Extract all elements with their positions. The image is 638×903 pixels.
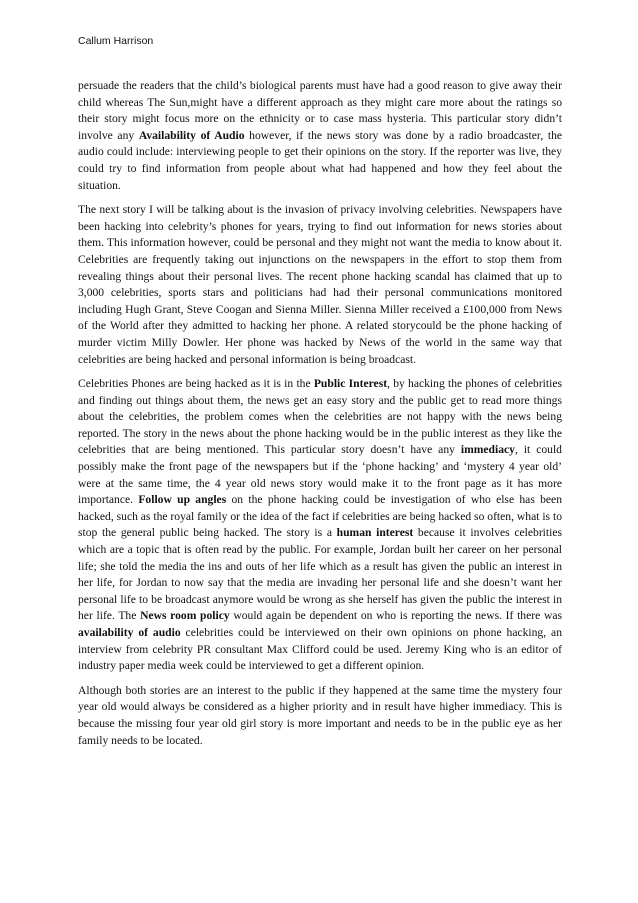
paragraph-2 bbox=[78, 202, 562, 368]
paragraph-4 bbox=[78, 683, 562, 749]
bold-term-immediacy: immediacy bbox=[460, 443, 515, 457]
text-segment: Although both stories are an interest to the public if they happened at the same time the mystery four year old would always be considered as a higher priority and in result have higher immediacy. This is because the missing four year old girl story is more important and needs to be in the public eye as her family needs to be located. bbox=[78, 683, 562, 747]
bold-term-follow-up-angles: Follow up angles bbox=[138, 493, 227, 507]
text-segment: however, if the news story was done by a radio broadcaster, the audio could include: interviewing people to get their opinions on the story. If the reporter was live, they could try to find information from people about what had happened and how they feel about the situation. bbox=[78, 128, 563, 192]
text-segment: celebrities could be interviewed on their own opinions on phone hacking, an interview from celebrity PR consultant Max Clifford could be used. Jeremy King who is an editor of industry paper media week could be interviewed to get a different opinion. bbox=[78, 626, 562, 673]
text-segment: because it involves celebrities which are a topic that is often read by the public. For example, Jordan built her career on her personal life; she told the media the ins and outs of her life which as a result has given the public an interest in her life, for Jordan to now say that the media are invading her personal life and she doesn’t want her personal life to be broadcast anymore would be wrong as she herself has given the public the interest in her life. The bbox=[78, 526, 563, 623]
text-segment: Celebrities Phones are being hacked as it is in the bbox=[78, 377, 314, 391]
text-segment: , it could possibly make the front page of the newspapers but if the ‘phone hacking’ and ‘mystery 4 year old’ were at the same time, the 4 year old news story would make it to the front page as it has more importance. bbox=[78, 443, 562, 507]
bold-term-human-interest: human interest bbox=[336, 526, 414, 540]
text-segment: The next story I will be talking about is the invasion of privacy involving celebrities. Newspapers have been hacking into celebrity’s phones for years, trying to find out information for news stories about them. This information however, could be personal and they might not want the media to know about it. Celebrities are frequently taking out injunctions on the newspapers in the effort to stop them from revealing things about their personal lives. The recent phone hacking scandal has claimed that up to 3,000 celebrities, sports stars and politicians had had their personal communications monitored including Hugh Grant, Steve Coogan and Sienna Miller. Sienna Miller received a £100,000 from News of the World after they admitted to hacking her phone. A related storycould be the phone hacking of murder victim Milly Dowler. Her phone was hacked by News of the world in the same way that celebrities are being hacked and personal information is being broadcast. bbox=[78, 203, 562, 366]
bold-term-news-room-policy: News room policy bbox=[140, 609, 230, 623]
text-segment: persuade the readers that the child’s biological parents must have had a good reason to give away their child whereas The Sun,might have a different approach as they might care more about the ratings so their story might focus more on the ethnicity or to case mass hysteria. This particular story didn’t involve any bbox=[78, 79, 562, 142]
text-segment: would again be dependent on who is reporting the news. If there was bbox=[229, 609, 562, 623]
header-author: Callum Harrison bbox=[78, 35, 154, 47]
text-segment: , by hacking the phones of celebrities and finding out things about them, the news get an easy story and the public get to read more things about the celebrities, the problem comes when the celebrities are not happy with the news being reported. The story in the news about the phone hacking would be in the public interest as they like the celebrities that are being mentioned. This particular story doesn’t have any bbox=[78, 377, 562, 457]
bold-term-public-interest: Public Interest bbox=[313, 377, 388, 391]
document-body bbox=[78, 78, 562, 757]
bold-term-availability-of-audio-2: availability of audio bbox=[78, 626, 181, 639]
paragraph-3 bbox=[78, 376, 562, 675]
text-segment: on the phone hacking could be investigation of who else has been hacked, such as the royal family or the idea of the fact if celebrities are being hacked so often, what is to stop the general public being hacked. The story is a bbox=[78, 493, 562, 540]
bold-term-availability-of-audio: Availability of Audio bbox=[138, 128, 245, 142]
paragraph-1 bbox=[78, 78, 562, 194]
